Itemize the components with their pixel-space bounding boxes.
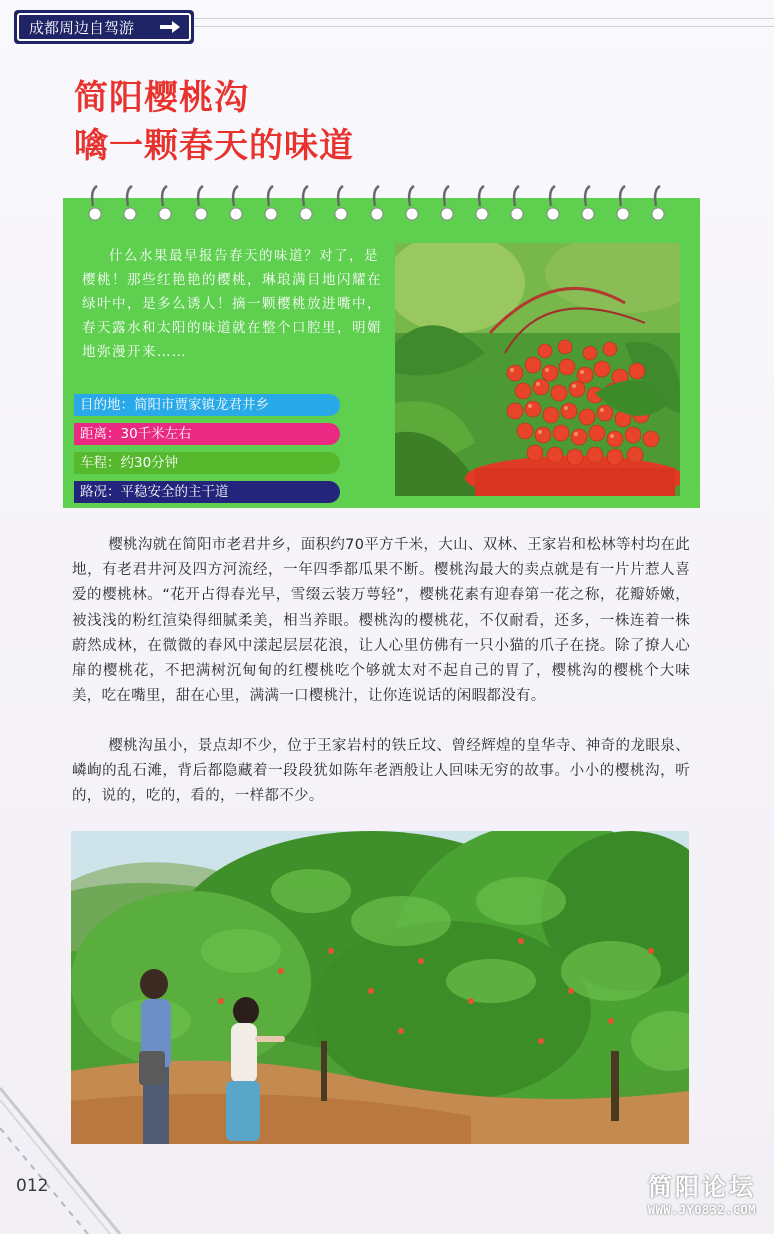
binding-ring [123,184,137,222]
binding-ring [229,184,243,222]
watermark-title: 简阳论坛 [648,1172,756,1201]
corner-decoration [0,1078,130,1234]
header-rule [194,26,774,27]
section-tab [14,10,194,44]
distance-label: 距离：30千米左右 [74,423,340,445]
binding-ring [158,184,172,222]
drive-time-label: 车程：约30分钟 [74,452,340,474]
binding-ring [194,184,208,222]
binding-ring [299,184,313,222]
binding-ring [264,184,278,222]
arrow-right-icon [159,20,181,34]
road-condition-label: 路况：平稳安全的主干道 [74,481,340,503]
article-title: 简阳樱桃沟 [74,78,249,118]
binding-ring [370,184,384,222]
forum-watermark [648,1172,756,1218]
cherry-basket-photo [395,243,680,496]
intro-text: 什么水果最早报告春天的味道？对了，是樱桃！那些红艳艳的樱桃，琳琅满目地闪耀在绿叶中，是多么诱人！摘一颗樱桃放进嘴中，春天露水和太阳的味道就在整个口腔里，明媚地弥漫开来…… [82,248,382,360]
binding-ring [616,184,630,222]
binding-ring [475,184,489,222]
binding-ring [440,184,454,222]
watermark-url: WWW.JY0832.COM [647,1203,756,1217]
binding-ring [546,184,560,222]
binding-ring [88,184,102,222]
spiral-binding [88,184,688,224]
orchard-visitors-photo [71,831,689,1144]
binding-ring [334,184,348,222]
body-paragraph: 樱桃沟虽小，景点却不少，位于王家岩村的铁丘坟、曾经辉煌的皇华寺、神奇的龙眼泉、嶙峋的乱石滩，背后都隐藏着一段段犹如陈年老酒般让人回味无穷的故事。小小的樱桃沟，听的，说的，吃的，看的，一样都不少。 [72,738,690,805]
header-rule [194,18,774,19]
binding-ring [405,184,419,222]
binding-ring [651,184,665,222]
body-paragraph: 樱桃沟就在简阳市老君井乡，面积约70平方千米，大山、双林、王家岩和松林等村均在此地，有老君井河及四方河流经，一年四季都瓜果不断。樱桃沟最大的卖点就是有一片片惹人喜爱的樱桃林。“花开占得春光早，雪缀云装万萼轻”，樱桃花素有迎春第一花之称，花瓣娇嫩，被浅浅的粉红渲染得细腻柔美，相当养眼。樱桃沟的樱桃花，不仅耐看，还多，一株连着一株蔚然成林，在微微的春风中漾起层层花浪，让人心里仿佛有一只小猫的爪子在挠。除了撩人心扉的樱桃花，不把满树沉甸甸的红樱桃吃个够就太对不起自己的胃了，樱桃沟的樱桃个大味美，吃在嘴里，甜在心里，满满一口樱桃汁，让你连说话的闲暇都没有。 [72,537,690,705]
article-subtitle: 噙一颗春天的味道 [74,126,354,166]
destination-label: 目的地：简阳市贾家镇龙君井乡 [74,394,340,416]
section-label: 成都周边自驾游 [29,18,135,37]
binding-ring [581,184,595,222]
binding-ring [510,184,524,222]
page-number: 012 [16,1176,49,1196]
